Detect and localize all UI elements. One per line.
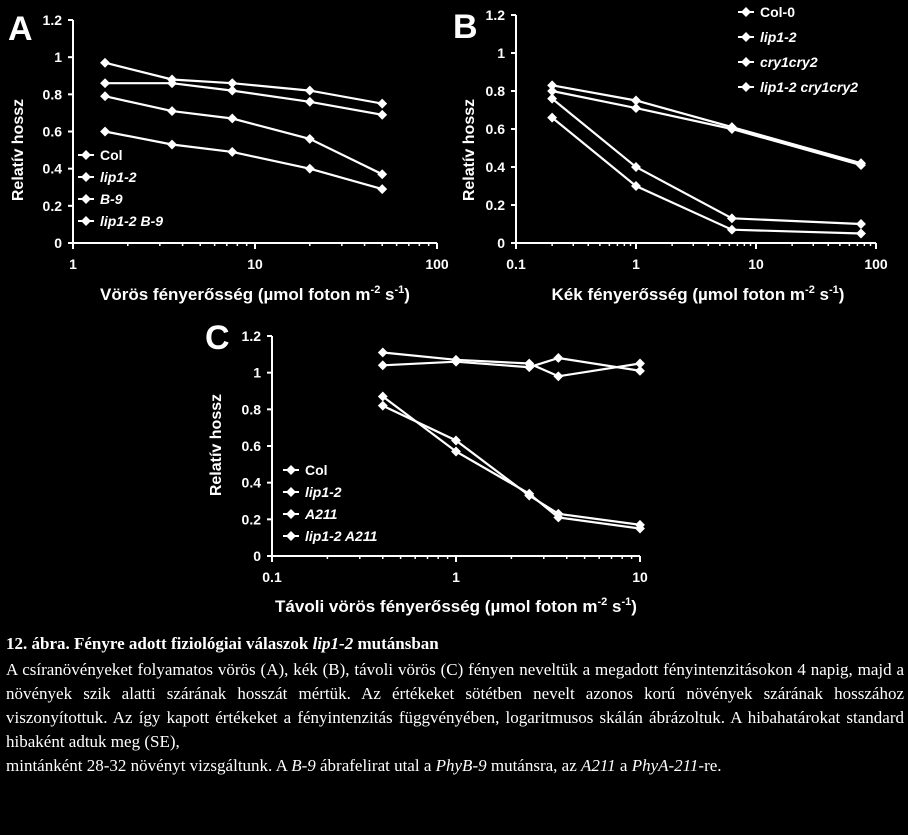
legend-entry: lip1-2: [100, 169, 137, 185]
figure-caption: [6, 632, 904, 778]
y-tick-label: 0.8: [485, 83, 505, 99]
legend-entry: A211: [305, 506, 338, 522]
x-axis-label: [552, 284, 845, 304]
data-point: [377, 99, 387, 109]
data-point: [631, 103, 641, 113]
data-point: [727, 213, 737, 223]
y-tick-label: 1: [54, 49, 62, 66]
data-point: [856, 219, 866, 229]
data-point: [305, 86, 315, 96]
x-axis-label-superscript: -2: [370, 284, 381, 296]
data-point: [378, 401, 388, 411]
series-line: [383, 406, 640, 525]
data-point: [377, 184, 387, 194]
x-axis-label-part: s: [380, 285, 395, 304]
x-axis-label: [100, 284, 410, 304]
legend-swatch-marker: [741, 32, 751, 42]
x-tick-label: 10: [748, 256, 764, 272]
y-tick-label: 0.6: [485, 121, 505, 137]
legend-swatch-marker: [286, 509, 296, 519]
y-tick-label: 0.8: [241, 401, 261, 418]
x-tick-label: 1: [632, 256, 640, 272]
x-tick-label: 1: [69, 256, 77, 272]
x-axis-label-part: Távoli vörös fényerősség (µmol foton m: [275, 597, 598, 616]
legend-entry: lip1-2: [760, 29, 797, 45]
caption-text: ábrafelirat utal a: [315, 756, 436, 775]
x-axis-label-part: s: [607, 597, 622, 616]
y-tick-label: 0.6: [42, 123, 62, 140]
legend-entry: Col-0: [760, 4, 795, 20]
y-axis-label: Relatív hossz: [208, 393, 225, 497]
y-tick-label: 1: [497, 45, 505, 61]
y-tick-label: 0.4: [241, 474, 261, 491]
legend-swatch-marker: [741, 57, 751, 67]
data-point: [856, 229, 866, 239]
y-axis-label: Relatív hossz: [10, 98, 27, 202]
y-tick-label: 0.2: [42, 197, 62, 214]
x-tick-label: 0.1: [506, 256, 526, 272]
legend-entry: cry1cry2: [760, 54, 818, 70]
x-tick-label: 1: [452, 569, 460, 585]
caption-title: [6, 632, 904, 656]
x-axis-label-part: Kék fényerősség (µmol foton m: [551, 285, 806, 304]
x-axis-label-superscript: -2: [805, 284, 815, 296]
x-axis-label-superscript: -1: [621, 596, 632, 608]
x-axis-label: [275, 596, 637, 616]
y-tick-label: 0: [54, 235, 62, 251]
caption-italic: PhyA-211: [631, 756, 699, 775]
legend-swatch-marker: [81, 194, 91, 204]
panel-label: B: [453, 8, 478, 46]
data-point: [553, 371, 563, 381]
data-point: [227, 86, 237, 96]
chart-panel-a: [8, 10, 449, 304]
y-tick-label: 1.2: [241, 328, 261, 344]
data-point: [378, 348, 388, 358]
caption-italic: PhyB-9: [435, 756, 487, 775]
data-point: [547, 86, 557, 96]
data-point: [305, 97, 315, 107]
y-tick-label: 0.2: [241, 511, 261, 528]
y-tick-label: 0.6: [241, 438, 261, 454]
x-tick-label: 10: [632, 569, 648, 585]
y-axis-label: Relatív hossz: [461, 98, 478, 202]
caption-text: mutánsra, az: [486, 756, 582, 775]
data-point: [227, 114, 237, 124]
legend-swatch-marker: [741, 82, 751, 92]
data-point: [378, 360, 388, 370]
chart-panel-c: [205, 319, 648, 616]
data-point: [377, 110, 387, 120]
series-line: [552, 99, 861, 224]
data-point: [100, 91, 110, 101]
data-point: [635, 366, 645, 376]
y-tick-label: 0.2: [485, 197, 505, 213]
x-axis-label-part: ): [404, 285, 410, 304]
legend-swatch-marker: [81, 172, 91, 182]
panel-label: C: [205, 319, 230, 357]
x-axis-label-superscript: -1: [829, 284, 839, 296]
y-tick-label: 0.8: [42, 86, 62, 103]
legend-entry: lip1-2 cry1cry2: [760, 79, 859, 95]
caption-text: a: [615, 756, 632, 775]
data-point: [305, 134, 315, 144]
data-point: [167, 140, 177, 150]
data-point: [727, 225, 737, 235]
caption-text: -re.: [698, 756, 722, 775]
data-point: [100, 127, 110, 137]
x-tick-label: 100: [425, 256, 449, 272]
panel-label: A: [8, 10, 33, 48]
y-tick-label: 0: [253, 548, 261, 564]
x-axis-label-part: ): [838, 285, 845, 304]
legend-entry: lip1-2 A211: [305, 528, 378, 544]
legend-entry: B-9: [100, 191, 123, 207]
caption-title-prefix: 12. ábra. Fényre adott fiziológiai válaszok: [6, 634, 313, 653]
legend-entry: lip1-2: [305, 484, 342, 500]
data-point: [100, 78, 110, 88]
legend-swatch-marker: [286, 531, 296, 541]
y-tick-label: 1: [253, 364, 261, 381]
caption-title-suffix: mutánsban: [353, 634, 439, 653]
x-axis-label-part: ): [631, 597, 637, 616]
chart-panel-b: [453, 4, 888, 304]
data-point: [377, 169, 387, 179]
data-point: [100, 58, 110, 68]
x-tick-label: 10: [247, 256, 263, 272]
caption-body: A csíranövényeket folyamatos vörös (A), kék (B), távoli vörös (C) fényen neveltük a megadott fényintenzitásokon 4 napig, majd a növények szik alatti szárának hosszát mértük. Az értékeket sötétben nevelt azonos korú növények szárának hosszához viszonyítottuk. Az így kapott értékeket a fényintenzitás függvényében, logaritmusos skálán ábrázoltuk. A hibahatárokat standard hibaként adtuk meg (SE),: [6, 660, 904, 751]
y-tick-label: 0.4: [485, 159, 505, 175]
legend-swatch-marker: [286, 487, 296, 497]
data-point: [227, 147, 237, 157]
caption-italic: A211: [581, 756, 616, 775]
x-axis-label-part: Vörös fényerősség (µmol foton m: [100, 285, 371, 304]
data-point: [451, 357, 461, 367]
x-axis-label-superscript: -2: [597, 596, 608, 608]
series-line: [105, 132, 382, 190]
legend-swatch-marker: [741, 7, 751, 17]
legend-entry: Col: [100, 147, 123, 163]
y-tick-label: 0.4: [42, 160, 62, 177]
legend-swatch-marker: [286, 465, 296, 475]
caption-text: mintánként 28-32 növényt vizsgáltunk. A: [6, 756, 292, 775]
caption-title-italic: lip1-2: [312, 634, 354, 653]
y-tick-label: 1.2: [42, 12, 62, 28]
x-tick-label: 0.1: [262, 569, 282, 585]
x-tick-label: 100: [864, 256, 888, 272]
series-line: [105, 83, 382, 115]
legend-entry: lip1-2 B-9: [100, 213, 164, 229]
legend-swatch-marker: [81, 216, 91, 226]
x-axis-label-superscript: -1: [394, 284, 405, 296]
y-tick-label: 1.2: [485, 7, 505, 23]
series-line: [383, 397, 640, 529]
y-tick-label: 0: [497, 235, 505, 251]
caption-last-line: [6, 754, 904, 778]
data-point: [305, 164, 315, 174]
legend-swatch-marker: [81, 150, 91, 160]
data-point: [553, 353, 563, 363]
data-point: [167, 106, 177, 116]
x-axis-label-part: s: [814, 285, 830, 304]
caption-italic: B-9: [291, 756, 316, 775]
legend-entry: Col: [305, 462, 328, 478]
